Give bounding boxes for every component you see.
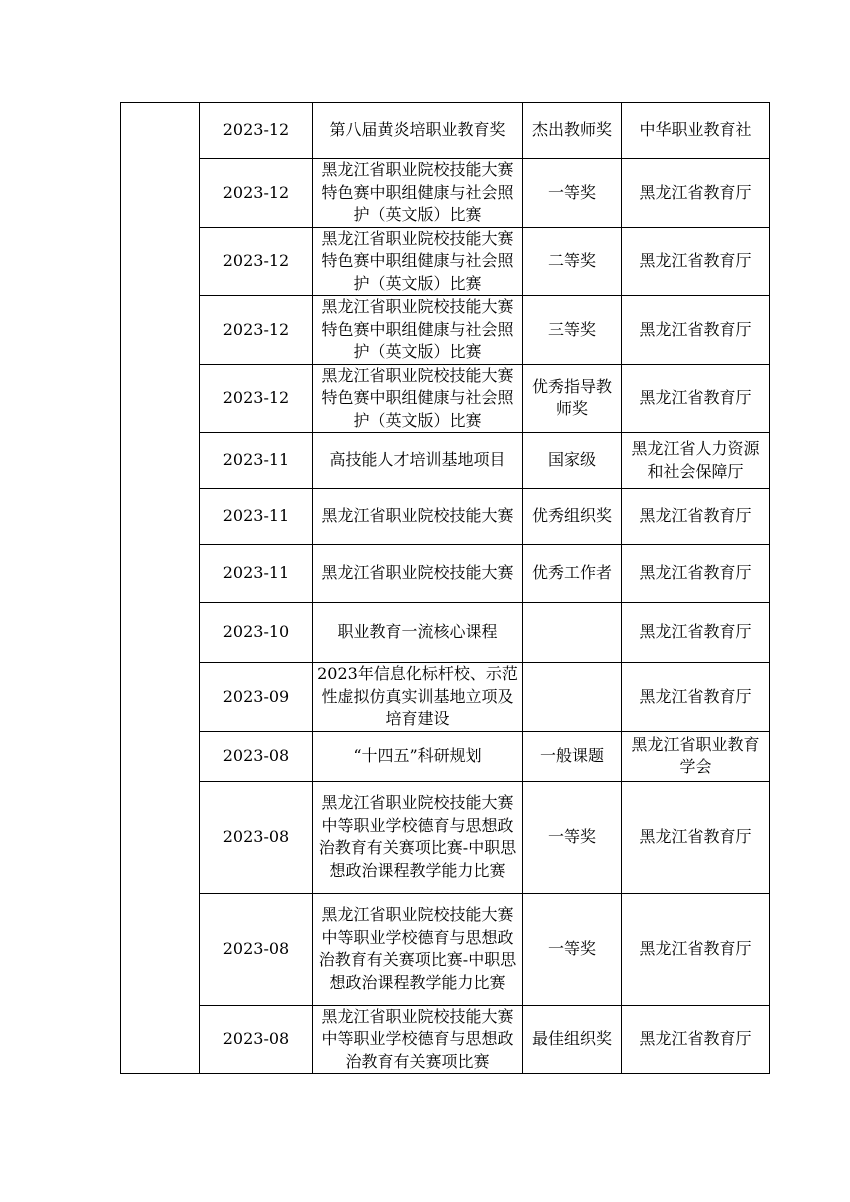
table-row — [121, 545, 770, 603]
award-name-cell: 职业教育一流核心课程 — [313, 603, 523, 663]
date-cell: 2023-11 — [200, 433, 313, 489]
award-name-cell: 黑龙江省职业院校技能大赛特色赛中职组健康与社会照护（英文版）比赛 — [313, 296, 523, 365]
award-level-cell — [523, 603, 622, 663]
issuing-org-cell: 黑龙江省人力资源和社会保障厅 — [622, 433, 770, 489]
award-level-cell: 杰出教师奖 — [523, 103, 622, 159]
issuing-org-cell: 黑龙江省教育厅 — [622, 1005, 770, 1074]
table-row — [121, 893, 770, 1005]
date-cell: 2023-11 — [200, 489, 313, 545]
date-cell: 2023-10 — [200, 603, 313, 663]
issuing-org-cell: 黑龙江省教育厅 — [622, 893, 770, 1005]
award-name-cell: 黑龙江省职业院校技能大赛中等职业学校德育与思想政治教育有关赛项比赛 — [313, 1005, 523, 1074]
award-level-cell: 国家级 — [523, 433, 622, 489]
merged-blank-cell — [121, 103, 200, 1074]
table-row — [121, 731, 770, 781]
issuing-org-cell: 黑龙江省教育厅 — [622, 663, 770, 732]
award-level-cell: 一等奖 — [523, 159, 622, 228]
date-cell: 2023-11 — [200, 545, 313, 603]
issuing-org-cell: 黑龙江省教育厅 — [622, 159, 770, 228]
issuing-org-cell: 黑龙江省教育厅 — [622, 227, 770, 296]
issuing-org-cell: 黑龙江省教育厅 — [622, 364, 770, 433]
award-name-cell: 黑龙江省职业院校技能大赛特色赛中职组健康与社会照护（英文版）比赛 — [313, 364, 523, 433]
table-row — [121, 781, 770, 893]
table-row — [121, 103, 770, 159]
date-cell: 2023-12 — [200, 159, 313, 228]
award-name-cell: 高技能人才培训基地项目 — [313, 433, 523, 489]
table-row — [121, 364, 770, 433]
award-level-cell: 最佳组织奖 — [523, 1005, 622, 1074]
award-name-cell: 第八届黄炎培职业教育奖 — [313, 103, 523, 159]
table-row — [121, 489, 770, 545]
award-name-cell: 黑龙江省职业院校技能大赛 — [313, 489, 523, 545]
table-row — [121, 663, 770, 732]
award-name-cell: 2023年信息化标杆校、示范性虚拟仿真实训基地立项及培育建设 — [313, 663, 523, 732]
award-name-cell: 黑龙江省职业院校技能大赛特色赛中职组健康与社会照护（英文版）比赛 — [313, 227, 523, 296]
award-level-cell: 优秀组织奖 — [523, 489, 622, 545]
award-level-cell: 一等奖 — [523, 781, 622, 893]
award-level-cell: 二等奖 — [523, 227, 622, 296]
date-cell: 2023-12 — [200, 227, 313, 296]
award-level-cell — [523, 663, 622, 732]
issuing-org-cell: 黑龙江省教育厅 — [622, 603, 770, 663]
award-name-cell: 黑龙江省职业院校技能大赛中等职业学校德育与思想政治教育有关赛项比赛-中职思想政治课程教学能力比赛 — [313, 781, 523, 893]
issuing-org-cell: 黑龙江省教育厅 — [622, 296, 770, 365]
award-name-cell: 黑龙江省职业院校技能大赛特色赛中职组健康与社会照护（英文版）比赛 — [313, 159, 523, 228]
awards-table — [120, 102, 770, 1074]
table-row — [121, 296, 770, 365]
table-row — [121, 159, 770, 228]
award-level-cell: 优秀指导教师奖 — [523, 364, 622, 433]
award-level-cell: 一等奖 — [523, 893, 622, 1005]
date-cell: 2023-12 — [200, 296, 313, 365]
date-cell: 2023-08 — [200, 781, 313, 893]
table-row — [121, 433, 770, 489]
table-row — [121, 1005, 770, 1074]
issuing-org-cell: 黑龙江省教育厅 — [622, 781, 770, 893]
award-name-cell: 黑龙江省职业院校技能大赛中等职业学校德育与思想政治教育有关赛项比赛-中职思想政治课程教学能力比赛 — [313, 893, 523, 1005]
award-name-cell: “十四五”科研规划 — [313, 731, 523, 781]
date-cell: 2023-09 — [200, 663, 313, 732]
issuing-org-cell: 中华职业教育社 — [622, 103, 770, 159]
issuing-org-cell: 黑龙江省教育厅 — [622, 545, 770, 603]
table-row — [121, 227, 770, 296]
date-cell: 2023-12 — [200, 364, 313, 433]
issuing-org-cell: 黑龙江省职业教育学会 — [622, 731, 770, 781]
date-cell: 2023-08 — [200, 893, 313, 1005]
award-level-cell: 三等奖 — [523, 296, 622, 365]
date-cell: 2023-12 — [200, 103, 313, 159]
award-level-cell: 优秀工作者 — [523, 545, 622, 603]
issuing-org-cell: 黑龙江省教育厅 — [622, 489, 770, 545]
date-cell: 2023-08 — [200, 1005, 313, 1074]
award-name-cell: 黑龙江省职业院校技能大赛 — [313, 545, 523, 603]
date-cell: 2023-08 — [200, 731, 313, 781]
table-row — [121, 603, 770, 663]
award-level-cell: 一般课题 — [523, 731, 622, 781]
